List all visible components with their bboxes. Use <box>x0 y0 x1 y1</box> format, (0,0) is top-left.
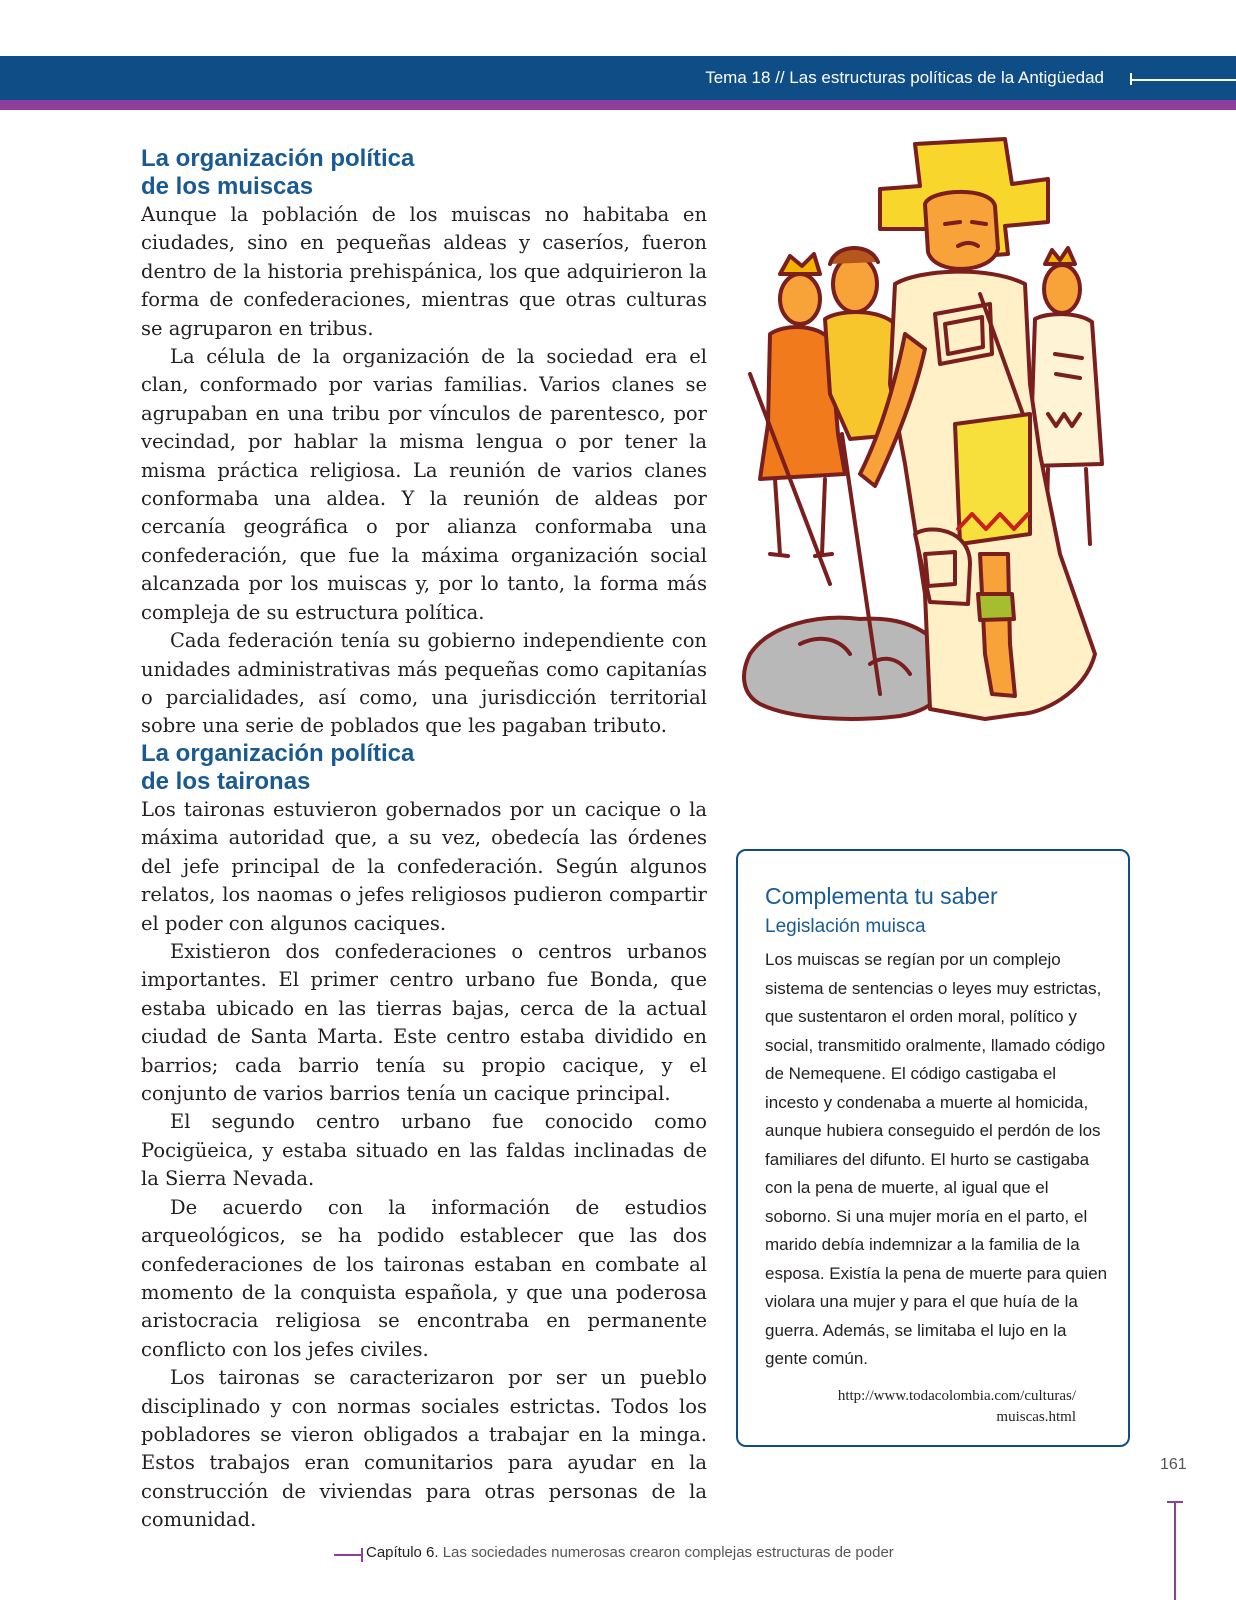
header-tick <box>1130 73 1132 85</box>
footer-chapter-title: Las sociedades numerosas crearon complejas estructuras de poder <box>442 1544 894 1561</box>
header-title: Tema 18 // Las estructuras políticas de la Antigüedad <box>705 68 1104 87</box>
header-rule <box>1130 79 1236 81</box>
section-title-taironas <box>141 740 707 796</box>
paragraph: Existieron dos confederaciones o centros urbanos importantes. El primer centro urbano fue Bonda, que estaba ubicado en las tierras bajas, cerca de la actual ciudad de Santa Marta. Este centro estaba dividido en barrios; cada barrio tenía su propio cacique, y el conjunto de varios barrios tenía un cacique principal. <box>141 940 707 1106</box>
page-number: 161 <box>1160 1456 1187 1473</box>
footer-rule <box>334 1554 361 1556</box>
paragraph: Los taironas estuvieron gobernados por un cacique o la máxima autoridad que, a su vez, obedecía las órdenes del jefe principal de la confederación. Según algunos relatos, los naomas o jefes religiosos pudieron compartir el poder con algunos caciques. <box>141 798 707 935</box>
box-title: Complementa tu saber <box>765 883 998 909</box>
complementa-tu-saber-box <box>736 849 1130 1447</box>
source-link[interactable]: http://www.todacolombia.com/culturas/ <box>837 1388 1076 1404</box>
box-body: Los muiscas se regían por un complejo sistema de sentencias o leyes muy estrictas, que sustentaron el orden moral, político y social, transmitido oralmente, llamado código de Nemequene. El código castigaba el incesto y condenaba a muerte al homicida, aunque hubiera conseguido el perdón de los familiares del difunto. El hurto se castigaba con la pena de muerte, al igual que el soborno. Si una mujer moría en el parto, el marido debía indemnizar a la familia de la esposa. Existía la pena de muerte para quien violara una mujer y para el que huía de la guerra. Además, se limitaba el lujo en la gente común. <box>765 950 1108 1368</box>
paragraph: Cada federación tenía su gobierno independiente con unidades administrativas más pequeñas como capitanías o parcialidades, así como, una jurisdicción territorial sobre una serie de poblados que les pagaban tributo. <box>141 629 707 738</box>
paragraph: La célula de la organización de la sociedad era el clan, conformado por varias familias. Varios clanes se agrupaban en una tribu por vínculos de parentesco, por vecindad, por hablar la misma lengua o por tener la misma práctica religiosa. La reunión de varios clanes conformaba una aldea. Y la reunión de aldeas por cercanía geográfica o por alianza conformaba una confederación, que fue la máxima organización social alcanzada por los muiscas y, por lo tanto, la forma más compleja de su estructura política. <box>141 345 707 624</box>
section-title-line: de los taironas <box>141 768 311 795</box>
box-subtitle: Legislación muisca <box>765 916 926 937</box>
footer-chapter-label: Capítulo 6. <box>366 1544 439 1561</box>
footer-tick <box>361 1548 363 1562</box>
paragraph: Aunque la población de los muiscas no habitaba en ciudades, sino en pequeñas aldeas y caseríos, fueron dentro de la historia prehispánica, los que adquirieron la forma de confederaciones, mientras que otras culturas se agruparon en tribus. <box>141 203 707 340</box>
section-title-line: La organización política <box>141 145 415 172</box>
paragraph: Los taironas se caracterizaron por ser un pueblo disciplinado y con normas sociales estrictas. Todos los pobladores se vieron obligados a trabajar en la minga. Estos trabajos eran comunitarios para ayudar en la construcción de viviendas para otras personas de la comunidad. <box>141 1366 707 1532</box>
section-title-line: La organización política <box>141 740 415 767</box>
muisca-figures-illustration <box>730 134 1150 784</box>
section-taironas <box>141 740 707 1535</box>
section-title-line: de los muiscas <box>141 173 314 200</box>
footer <box>366 1544 894 1561</box>
page-marker-line <box>1174 1502 1176 1600</box>
box-source <box>776 1386 1076 1428</box>
paragraph: De acuerdo con la información de estudios arqueológicos, se ha podido establecer que las dos confederaciones de los taironas estaban en combate al momento de la conquista española, y que una poderosa aristocracia religiosa se encontraba en permanente conflicto con los jefes civiles. <box>141 1195 707 1361</box>
source-link-cont[interactable]: muiscas.html <box>996 1409 1076 1425</box>
paragraph: El segundo centro urbano fue conocido como Pocigüeica, y estaba situado en las faldas inclinadas de la Sierra Nevada. <box>141 1110 707 1191</box>
header-stripe <box>0 100 1236 110</box>
section-muiscas <box>141 145 707 741</box>
section-title-muiscas <box>141 145 707 201</box>
illustration-svg <box>730 134 1150 784</box>
